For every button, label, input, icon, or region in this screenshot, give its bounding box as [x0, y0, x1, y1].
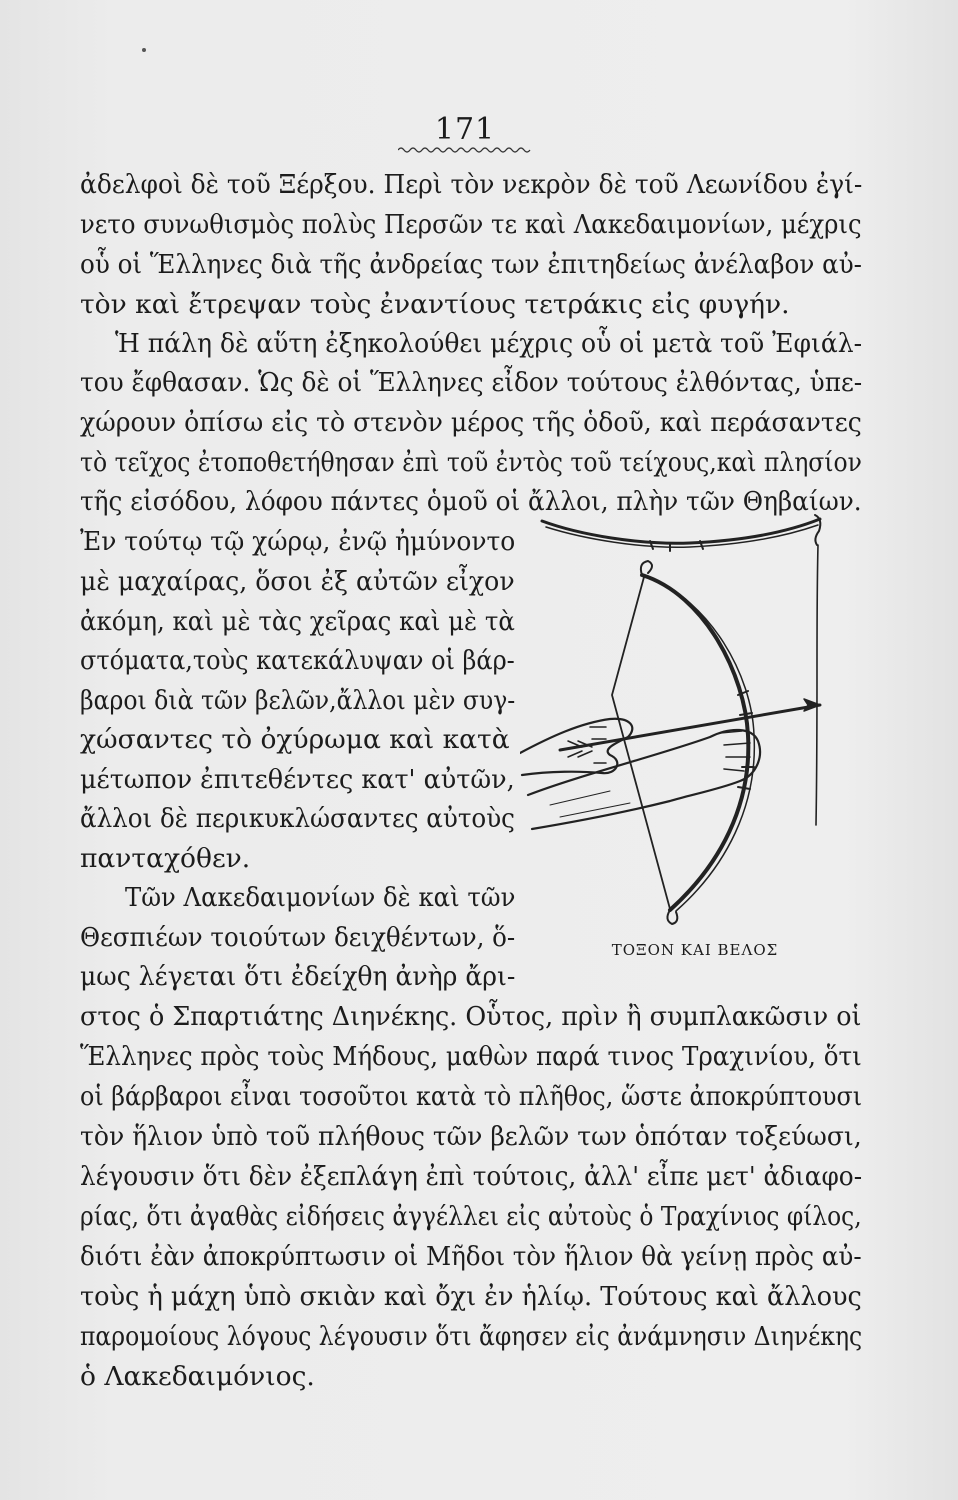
text-line: νετο συνωθισμὸς πολὺς Περσῶν τε καὶ Λακεδαιμονίων, μέχρις — [80, 209, 862, 240]
text-line: Ἡ πάλη δὲ αὕτη ἐξηκολούθει μέχρις οὗ οἱ μετὰ τοῦ Ἐφιάλ- — [115, 328, 863, 359]
page-number-ornament — [398, 146, 532, 154]
text-line: λέγουσιν ὅτι δὲν ἐξεπλάγη ἐπὶ τούτοις, ἀλλ' εἶπε μετ' ἀδιαφο- — [80, 1161, 863, 1192]
text-line: του ἔφθασαν. Ὡς δὲ οἱ Ἕλληνες εἶδον τούτους ἐλθόντας, ὑπε- — [80, 367, 863, 398]
text-line: ρίας, ὅτι ἀγαθὰς εἰδήσεις ἀγγέλλει εἰς αὐτοὺς ὁ Τραχίνιος φίλος, — [80, 1201, 862, 1232]
text-line: τὸν ἥλιον ὑπὸ τοῦ πλήθους τῶν βελῶν των ὁπόταν τοξεύωσι, — [80, 1121, 862, 1152]
text-line: τοὺς ἡ μάχη ὑπὸ σκιὰν καὶ ὄχι ἐν ἡλίῳ. Τούτους καὶ ἄλλους — [80, 1281, 862, 1312]
text-line: τὸν καὶ ἔτρεψαν τοὺς ἐναντίους τετράκις εἰς φυγήν. — [80, 289, 790, 320]
text-line: στόματα,τοὺς κατεκάλυψαν οἱ βάρ- — [80, 645, 515, 676]
text-line: Θεσπιέων τοιούτων δειχθέντων, ὅ- — [80, 922, 516, 953]
text-line: οὗ οἱ Ἕλληνες διὰ τῆς ἀνδρείας των ἐπιτηδείως ἀνέλαβον αὐ- — [80, 249, 863, 280]
text-line: μὲ μαχαίρας, ὅσοι ἐξ αὐτῶν εἶχον — [80, 566, 515, 597]
page-number: 171 — [434, 112, 496, 147]
text-line: Τῶν Λακεδαιμονίων δὲ καὶ τῶν — [125, 882, 516, 913]
text-line: χώσαντες τὸ ὀχύρωμα καὶ κατὰ — [80, 724, 510, 755]
text-line: ὁ Λακεδαιμόνιος. — [80, 1361, 315, 1392]
text-line: ἄλλοι δὲ περικυκλώσαντες αὐτοὺς — [80, 803, 515, 834]
text-line: μως λέγεται ὅτι ἐδείχθη ἀνὴρ ἄρι- — [80, 961, 516, 992]
text-line: χώρουν ὀπίσω εἰς τὸ στενὸν μέρος τῆς ὁδοῦ, καὶ περάσαντες — [80, 407, 862, 438]
text-line: παρομοίους λόγους λέγουσιν ὅτι ἄφησεν εἰς ἀνάμνησιν Διηνέκης — [80, 1321, 863, 1352]
paper-speck — [142, 48, 146, 52]
text-line: πανταχόθεν. — [80, 843, 251, 874]
text-line: οἱ βάρβαροι εἶναι τοσοῦτοι κατὰ τὸ πλῆθος, ὥστε ἀποκρύπτουσι — [80, 1081, 863, 1112]
text-line: μέτωπον ἐπιτεθέντες κατ' αὐτῶν, — [80, 764, 515, 795]
bow-and-arrow-illustration — [520, 505, 850, 940]
text-line: βαροι διὰ τῶν βελῶν,ἄλλοι μὲν συγ- — [80, 685, 516, 716]
text-line: διότι ἐὰν ἀποκρύπτωσιν οἱ Μῆδοι τὸν ἥλιον θὰ γείνῃ πρὸς αὐ- — [80, 1241, 862, 1272]
text-line: τὸ τεῖχος ἐτοποθετήθησαν ἐπὶ τοῦ ἐντὸς τοῦ τείχους,καὶ πλησίον — [80, 447, 862, 478]
text-line: στος ὁ Σπαρτιάτης Διηνέκης. Οὗτος, πρὶν ἢ συμπλακῶσιν οἱ — [80, 1001, 862, 1032]
unstrung-bow-icon — [542, 519, 820, 543]
figure-caption: ΤΟΞΟΝ ΚΑΙ ΒΕΛΟΣ — [611, 941, 779, 959]
text-line: ἀδελφοὶ δὲ τοῦ Ξέρξου. Περὶ τὸν νεκρὸν δὲ τοῦ Λεωνίδου ἐγί- — [80, 169, 863, 200]
text-line: Ἐν τούτῳ τῷ χώρῳ, ἐνῷ ἠμύνοντο — [80, 526, 516, 557]
text-line: Ἕλληνες πρὸς τοὺς Μήδους, μαθὼν παρά τινος Τραχινίου, ὅτι — [80, 1041, 862, 1072]
text-line: ἀκόμη, καὶ μὲ τὰς χεῖρας καὶ μὲ τὰ — [80, 606, 515, 637]
text-line: τῆς εἰσόδου, λόφου πάντες ὁμοῦ οἱ ἄλλοι, πλὴν τῶν Θηβαίων. — [80, 486, 862, 517]
